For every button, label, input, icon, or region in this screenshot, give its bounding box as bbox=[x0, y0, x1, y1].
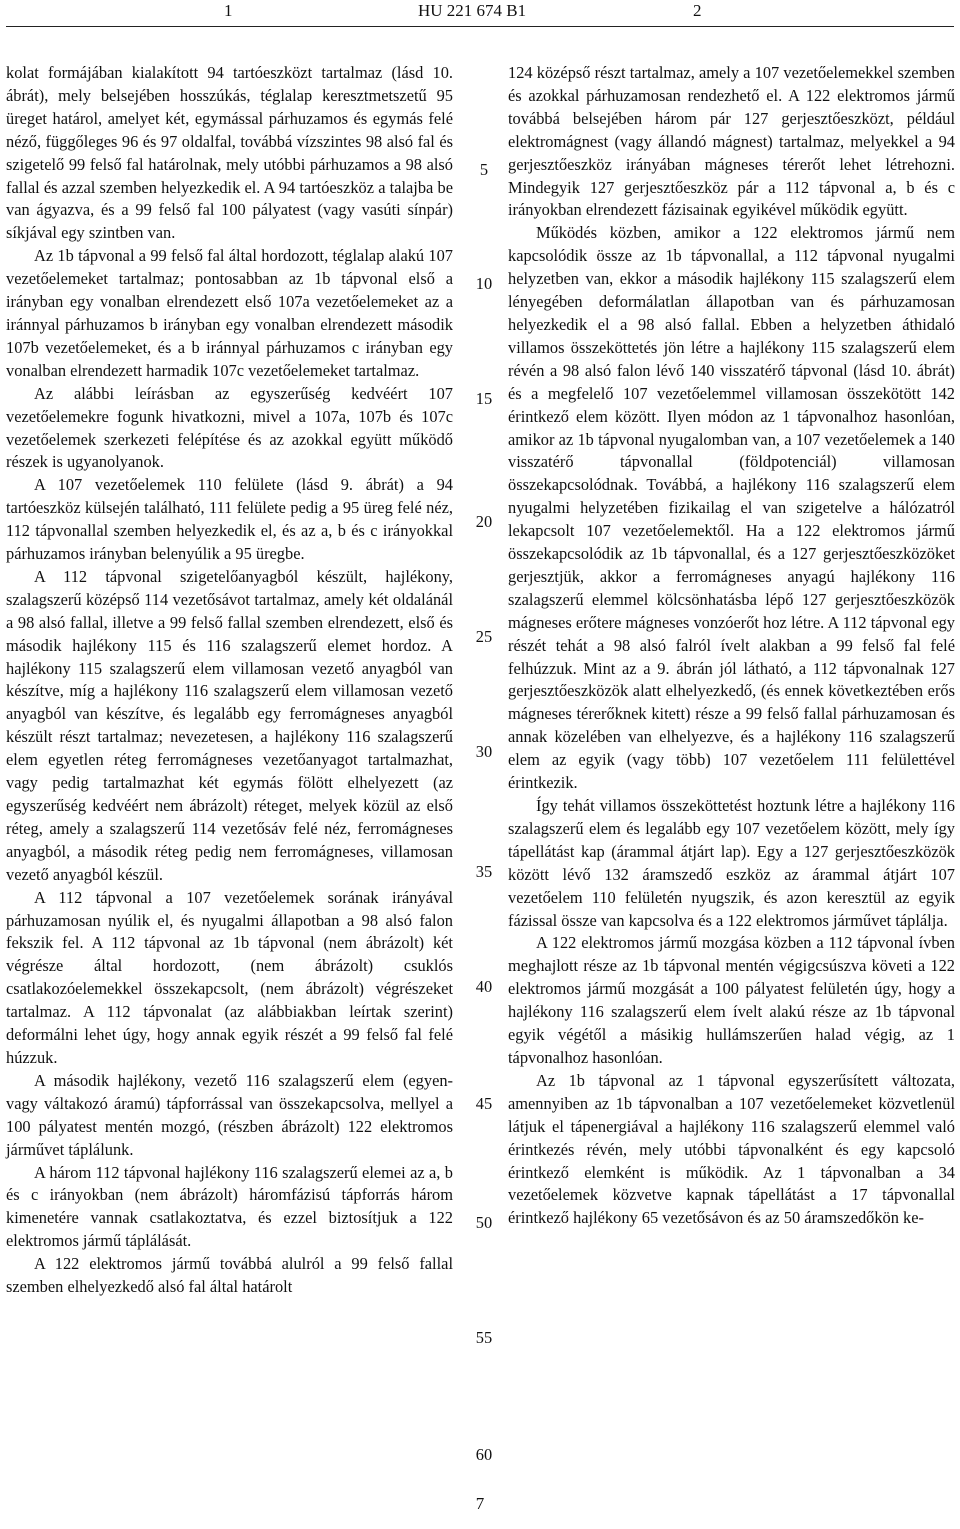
left-paragraph-8: A három 112 tápvonal hajlékony 116 szalagszerű elemei az a, b és c irányokban (nem ábrázolt) háromfázisú tápforrás három kimenetére vannak csatlakoztatva, és ezzel biztosítjuk a 122 elektromos jármű táplálását. bbox=[6, 1162, 453, 1251]
header-page-right: 2 bbox=[693, 1, 702, 20]
header-rule bbox=[6, 26, 954, 27]
line-number-15: 15 bbox=[475, 389, 493, 408]
header-patent-id: HU 221 674 B1 bbox=[418, 1, 527, 20]
right-paragraph-4: A 122 elektromos jármű mozgása közben a 112 tápvonal ívben meghajlott része az 1b tápvonal mentén végigcsúszva követi a 122 elektromos jármű mozgását a 100 pályatest felületén úgy, hogy a hajlékony 116 szalagszerű elem ívelt alakú része az 1b tápvonal egyik végétől a másikig hullámszerűen halad végig, az 1 tápvonalhoz hasonlóan. bbox=[508, 933, 955, 1067]
left-paragraph-3: Az alábbi leírásban az egyszerűség kedvéért 107 vezetőelemekre fogunk hivatkozni, mivel a 107a, 107b és 107c vezetőelemek szerkezeti felépítése és az azokkal együtt működő részek is ugyanolyanok. bbox=[6, 383, 453, 472]
page-footer-number: 7 bbox=[475, 1494, 485, 1513]
right-column bbox=[508, 62, 955, 1230]
line-number-10: 10 bbox=[475, 274, 493, 293]
left-paragraph-9: A 122 elektromos jármű továbbá alulról a 99 felső fallal szemben elhelyezkedő alsó fal által határolt bbox=[6, 1254, 453, 1297]
right-paragraph-1: 124 középső részt tartalmaz, amely a 107 vezetőelemekkel szemben és azokkal párhuzamosan rendezhető el. A 122 elektromos jármű továbbá belsejében három pár 127 gerjesztőeszközt, például elektromágnest (vagy állandó mágnest) tartalmaz, melyekkel a 94 gerjesztőeszköz irányában mágneses térerőt lehet létrehozni. Mindegyik 127 gerjesztőeszköz pár a 112 tápvonal a, b és c irányokban elrendezett fázisainak egyikével működik együtt. bbox=[508, 63, 955, 220]
header-page-left: 1 bbox=[224, 1, 233, 20]
line-number-35: 35 bbox=[475, 862, 493, 881]
left-paragraph-6: A 112 tápvonal a 107 vezetőelemek sorának irányával párhuzamosan nyúlik el, és nyugalmi állapotban a 98 alsó falon fekszik fel. A 112 tápvonal az 1b tápvonal (nem ábrázolt) két végrésze által hordozott, (nem ábrázolt) csuklós csatlakozóelemekkel összekapcsolt, (nem ábrázolt) végrészeket tartalmaz. A 112 tápvonalat (az alábbiakban leírtak szerint) deformálni lehet úgy, hogy annak egyik részét a 99 felső fal felé húzzuk. bbox=[6, 887, 453, 1067]
line-number-60: 60 bbox=[475, 1445, 493, 1464]
right-paragraph-5: Az 1b tápvonal az 1 tápvonal egyszerűsített változata, amennyiben az 1b tápvonalban a 107 vezetőelemeket közvetlenül látjuk el tápenergiával a hajlékony 116 szalagszerű elemmel való érintkezés révén, mely utóbbi tápvonalként és egy kapcsoló érintkező elemként is működik. Az 1 tápvonalban a 34 vezetőelemek közvetve kapnak tápellátást a 17 tápvonallal érintkező hajlékony 65 vezetősávon és az 50 áramszedőkön ke- bbox=[508, 1070, 955, 1228]
left-paragraph-4: A 107 vezetőelemek 110 felülete (lásd 9. ábrát) a 94 tartóeszköz külsején található, 111 felülete pedig a 95 üreg felé néz, 112 tápvonallal szemben helyezkedik el, és az a, b és c irányokkal párhuzamos irányban belenyúlik a 95 üregbe. bbox=[6, 475, 453, 564]
left-paragraph-5: A 112 tápvonal szigetelőanyagból készült, hajlékony, szalagszerű középső 114 vezetősávot tartalmaz, amely két oldalánál a 98 alsó fallal, illetve a 99 felső fallal szemben elrendezett, első és második hajlékony 115 és 116 szalagszerű elemet hordoz. A hajlékony 115 szalagszerű elem villamosan vezető anyagból van készítve, míg a hajlékony 116 szalagszerű elem villamosan vezető anyagból van készítve, és legalább egy ferromágneses anyagból készült részt tartalmaz; nevezetesen, a hajlékony 116 szalagszerű elem egyetlen réteg ferromágneses vezetőanyagot tartalmazhat, vagy pedig tartalmazhat két egymás fölött elhelyezett (az egyszerűség kedvéért nem ábrázolt) réteget, melyek közül az első réteg, amely a szalagszerű 114 vezetősáv felé néz, ferromágneses anyagból, a második réteg pedig nem ferromágneses, villamosan vezető anyagból készül. bbox=[6, 566, 453, 884]
left-paragraph-7: A második hajlékony, vezető 116 szalagszerű elem (egyen- vagy váltakozó áramú) tápforrással van összekapcsolva, mellyel a 100 pályatest mentén mozgó, (részben ábrázolt) 122 elektromos járművet táplálunk. bbox=[6, 1070, 453, 1159]
right-paragraph-2: Működés közben, amikor a 122 elektromos jármű nem kapcsolódik össze az 1b tápvonallal, a 112 tápvonal nyugalmi helyzetben van, ekkor a második hajlékony 115 szalagszerű elem lényegében deformálatlan állapotban van és párhuzamosan helyezkedik el a 98 alsó fallal. Ebben a helyzetben áthidaló villamos összeköttetés jön létre a hajlékony 115 szalagszerű elem révén a 98 alsó falon lévő 140 visszatérő tápvonal (lásd 10. ábrát) és a megfelelő 107 vezetőelemmel villamosan összekötött 142 érintkező elem között. Ilyen módon az 1 tápvonalhoz hasonlóan, amikor az 1b tápvonal nyugalomban van, a 107 vezetőelemek a 140 visszatérő tápvonallal (földpotenciál) villamosan összekapcsolódnak. Továbbá, a hajlékony 116 szalagszerű elem nyugalmi helyzetében fizikailag el van szigetelve a hálózatról lekapcsolt 107 vezetőelemektől. Ha a 122 elektromos jármű összekapcsolódik az 1b tápvonallal, és a 127 gerjesztőeszközöket gerjesztjük, akkor a ferromágneses anyagú hajlékony 116 szalagszerű elemmel kölcsönhatásba lépő 127 gerjesztőeszközök mágneses erőtere mágneses vonzóerőt hoz létre. A 112 tápvonal egy részét tehát a 98 alsó falról ívelt alakban a 99 felső fal felé felhúzzuk. Mint az a 9. ábrán jól látható, a 112 tápvonalnak 127 gerjesztőeszközök alatt elhelyezkedő, (és ennek következtében erős mágneses térerőknek kitett) része a 99 felső fallal párhuzamosan és annak közelében van elhelyezve, és a hajlékony 116 szalagszerű elem az egyik (vagy több) 107 vezetőelem 111 felülettével érintkezik. bbox=[508, 223, 955, 793]
line-number-45: 45 bbox=[475, 1094, 493, 1113]
right-paragraph-3: Így tehát villamos összeköttetést hoztunk létre a hajlékony 116 szalagszerű elem és legalább egy 107 vezetőelem között, mely így tápellátást kap (árammal átjárt lap). Egy a 127 gerjesztőeszközök között lévő 132 áramszedő eszköz az árammal átjárt 107 vezetőelem 110 felületén nyugszik, és azon keresztül az egyik fázissal össze van kapcsolva és a 122 elektromos járművet táplálja. bbox=[508, 796, 955, 930]
left-column bbox=[6, 62, 453, 1299]
line-number-5: 5 bbox=[479, 160, 489, 179]
left-paragraph-1: kolat formájában kialakított 94 tartóeszközt tartalmaz (lásd 10. ábrát), mely belsejében hosszúkás, téglalap keresztmetszetű 95 üreget határol, amelyet két, egymással párhuzamos és egymás felé néző, függőleges 96 és 97 oldalfal, továbbá vízszintes 98 alsó fal és szigetelő 99 felső fal határolnak, mely utóbbi párhuzamos a 98 alsó fallal és azzal szemben helyezkedik el. A 94 tartóeszköz a talajba be van ágyazva, és a 99 felső fal 100 pályatest (vagy vasúti sínpár) síkjával egy szintben van. bbox=[6, 63, 453, 243]
left-paragraph-2: Az 1b tápvonal a 99 felső fal által hordozott, téglalap alakú 107 vezetőelemeket tartalmaz; pontosabban az 1b tápvonal első a irányban egy vonalban elrendezett első 107a vezetőelemeket az a iránnyal párhuzamos b irányban egy vonalban elrendezett második 107b vezetőelemeket, és a b iránnyal párhuzamos c irányban egy vonalban elrendezett harmadik 107c vezetőelemeket tartalmaz. bbox=[6, 246, 453, 380]
line-number-20: 20 bbox=[475, 512, 493, 531]
line-number-55: 55 bbox=[475, 1328, 493, 1347]
line-number-30: 30 bbox=[475, 742, 493, 761]
line-number-40: 40 bbox=[475, 977, 493, 996]
page-header bbox=[0, 0, 960, 24]
line-number-25: 25 bbox=[475, 627, 493, 646]
line-number-50: 50 bbox=[475, 1213, 493, 1232]
